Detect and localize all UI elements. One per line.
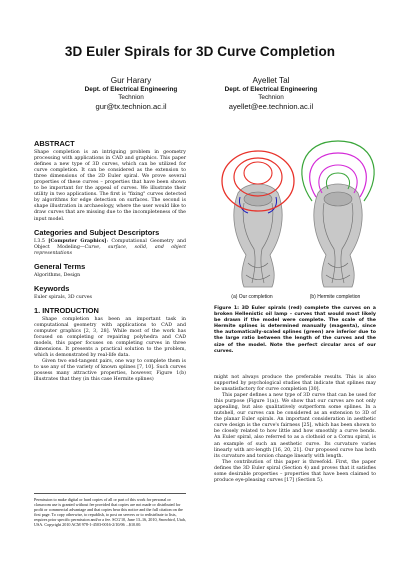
general-terms-text: Algorithms, Design — [34, 272, 81, 278]
keywords-text: Euler spirals, 3D curves — [34, 294, 92, 300]
author-email: ayellet@ee.technion.ac.il — [228, 102, 314, 112]
author-name: Gur Harary — [110, 76, 152, 85]
right-paragraph-3: The contribution of this paper is threefold. First, the paper defines the 3D Euler spiral (Section 4) and proves that it satisfies some desirable properties – properties that have been claimed to produce eye-pleasing curves [17] (Section 5). — [214, 459, 376, 483]
figure-1 — [208, 133, 378, 293]
euler-spiral-curve — [244, 162, 272, 184]
lamp-model-a — [234, 184, 282, 287]
lamp-model-b — [314, 184, 362, 287]
author-name: Ayellet Tal — [252, 76, 290, 85]
subcaption-a: (a) Our completion — [231, 294, 273, 300]
categories-heading: Categories and Subject Descriptors — [34, 227, 160, 237]
introduction-paragraph-1: Shape completion has been an important task in computational geometry with applications to CAD and computer graphics [2, 3, 28]. While most of the work has focused on completing or repairing polyhedra and CAD models, this paper focuses on completing curves in three dimensions. It presents a practical solution to the problem, which is demonstrated by real-life data. — [34, 316, 186, 359]
permission-footnote: Permission to make digital or hard copies of all or part of this work for personal or classroom use is granted without fee provided that copies are not made or distributed for profit or commercial advantage and that copies bear this notice and the full citation on the first page. To copy otherwise, to republish, to post on servers or to redistribute to lists, requires prior specific permission and/or a fee. SCG'10, June 13–16, 2010, Snowbird, Utah, USA. Copyright 2010 ACM 978-1-4503-0016-2/10/06 ...$10.00. — [34, 493, 186, 528]
abstract-text: Shape completion is an intriguing problem in geometry processing with applications in CAD and graphics. This paper defines a new type of 3D curves, which can be utilized for curve completion. It can be considered as the extension to three dimensions of the 2D Euler spiral. We prove several properties of these curves – properties that have been shown to be important for the appeal of curves. We illustrate their utility in two applications. The first is "fixing" curves detected by algorithms for edge detection on surfaces. The second is shape illustration in archaeology, where the user would like to draw curves that are missing due to the incompleteness of the input model. — [34, 150, 186, 222]
right-column — [214, 375, 376, 484]
author-institution: Technion — [258, 94, 284, 102]
author-email: gur@tx.technion.ac.il — [95, 102, 167, 112]
author-affiliation: Dept. of Electrical Engineering — [224, 86, 318, 93]
subcaption-b: (b) Hermite completion — [309, 294, 361, 300]
author-institution: Technion — [118, 94, 144, 102]
right-paragraph-1: might not always produce the preferable results. This is also supported by psychological studies that indicate that splines may be unsatisfactory for curve completion [30]. — [214, 375, 376, 393]
general-terms-heading: General Terms — [34, 261, 86, 271]
author-block-2 — [186, 76, 356, 112]
introduction-heading: 1. INTRODUCTION — [34, 305, 99, 315]
figure-caption: Figure 1: 3D Euler spirals (red) complete the curves on a broken Hellenistic oil lamp – curves that would most likely be drawn if the model were complete. The scale of the Hermite splines is determined manually (magenta), since the automatically-scaled splines (green) are inferior due to the large ratio between the length of the curves and the size of the model. Note the perfect circular arcs of our curves. — [214, 306, 376, 354]
keywords-heading: Keywords — [34, 283, 70, 293]
author-affiliation: Dept. of Electrical Engineering — [84, 86, 178, 93]
categories-text: I.3.5 [Computer Graphics]: Computational Geometry and Object Modeling—Curve, surface, solid, and object representations — [34, 238, 187, 256]
right-paragraph-2: This paper defines a new type of 3D curve that can be used for this purpose (Figure 1(a)). We show that our curves are not only appealing, but also qualitatively outperform some splines. In a nutshell, our curves can be considered as an extension to 3D of the planar Euler spirals. An important consideration in aesthetic curve design is the curve's fairness [25], which has been shown to be closely related to how little and how smoothly a curve bends. An Euler spiral, also referred to as a clothoid or a Cornu spiral, is an example of such an aesthetic curve. Its curvature varies linearly with arc-length [16, 20, 21]. Our proposed curve has both its curvature and torsion change linearly with length. — [214, 393, 376, 459]
left-column — [34, 139, 186, 383]
paper-title: 3D Euler Spirals for 3D Curve Completion — [64, 44, 336, 59]
abstract-heading: ABSTRACT — [34, 139, 75, 148]
introduction-paragraph-2: Given two end-tangent pairs, one way to complete them is to use any of the variety of known splines [7, 10]. Such curves possess many attractive properties, however, Figure 1(b) illustrates that they (in this case Hermite splines) — [34, 359, 186, 383]
